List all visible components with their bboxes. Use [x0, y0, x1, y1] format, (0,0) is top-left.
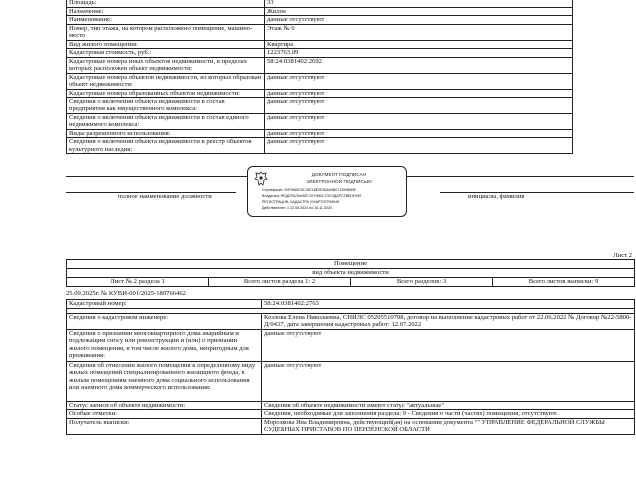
- table-row: [67, 410, 635, 418]
- row-label: Кадастровые номера объектов недвижимости, из которых образован объект недвижимости:: [67, 73, 265, 89]
- sheet2-header-table: [66, 259, 635, 287]
- row-value: Козлова Елена Николаевна, СНИЛС 05205510708, договор на выполнение кадастровых работ от 22.06.2022 № Договор №22-5800-Д/0437, дата завершения кадастровых работ: 12.07.2022: [262, 314, 635, 330]
- row-value: Квартира: [265, 40, 573, 48]
- row-label: Особые отметки:: [67, 410, 262, 418]
- table-row: [67, 300, 635, 309]
- stamp-owner: Владелец: ФЕДЕРАЛЬНАЯ СЛУЖБА ГОСУДАРСТВЕННОЙ: [262, 194, 361, 198]
- row-label: Кадастровая стоимость, руб.:: [67, 49, 265, 57]
- object-type-subtitle: вид объекта недвижимости: [67, 269, 635, 278]
- stamp-owner-cont: РЕГИСТРАЦИИ, КАДАСТРА И КАРТОГРАФИИ: [262, 200, 340, 204]
- sections-total: Всего разделов: 3: [351, 278, 493, 287]
- table-row: [67, 40, 573, 48]
- sheet-label: Лист 2: [613, 252, 632, 259]
- row-label: Кадастровый номер:: [67, 300, 262, 309]
- row-value: данные отсутствуют: [262, 330, 635, 362]
- row-value: Сведения об объекте недвижимости имеют статус "актуальные": [262, 402, 635, 410]
- row-value: данные отсутствуют: [265, 98, 573, 114]
- row-label: Сведения о включении объекта недвижимости в состав предприятия как имущественного комплекса:: [67, 98, 265, 114]
- table-row: [67, 418, 635, 434]
- row-label: Статус записи об объекте недвижимости:: [67, 402, 262, 410]
- row-label: Сведения о кадастровом инженере:: [67, 314, 262, 330]
- row-value: Жилое: [265, 8, 573, 16]
- sheet-number: Лист № 2 раздела 1: [67, 278, 209, 287]
- row-value: Сведения, необходимые для заполнения раздела: 9 - Сведения о части (частях) помещения, отсутствуют.: [262, 410, 635, 418]
- table-row: [67, 16, 573, 24]
- sheets-in-section: Всего листов раздела 1: 2: [209, 278, 351, 287]
- table-row: [67, 138, 573, 154]
- row-value: Этаж № 6: [265, 24, 573, 40]
- row-label: Кадастровые номера образованных объектов недвижимости:: [67, 89, 265, 97]
- object-details-table: [66, 0, 573, 154]
- table-row: [67, 130, 573, 138]
- stamp-subtitle: ЭЛЕКТРОННОЙ ПОДПИСЬЮ: [306, 179, 372, 184]
- row-value: данные отсутствуют: [262, 362, 635, 402]
- row-label: Вид жилого помещения:: [67, 40, 265, 48]
- table-row: [67, 8, 573, 16]
- table-row: [67, 24, 573, 40]
- row-label: Сведения о включении объекта недвижимости в реестр объектов культурного наследия:: [67, 138, 265, 154]
- row-label: Кадастровые номера иных объектов недвижимости, в пределах которых расположен объект недвижимости:: [67, 57, 265, 73]
- stamp-title: ДОКУМЕНТ ПОДПИСАН: [311, 172, 367, 177]
- row-label: Номер, тип этажа, на котором расположено помещение, машино-место: [67, 24, 265, 40]
- row-value: 58:24:0381402:2763: [262, 300, 635, 309]
- cadastral-details-table: [66, 299, 635, 435]
- row-label: Получатель выписки:: [67, 418, 262, 434]
- table-row: [67, 89, 573, 97]
- row-label: Наименование:: [67, 16, 265, 24]
- row-label: Сведения о признании многоквартирного дома аварийным и подлежащим сносу или реконструкции и (или) о признании жилого помещения, в том числе жилого дома, непригодным для проживания:: [67, 330, 262, 362]
- row-value: данные отсутствуют: [265, 114, 573, 130]
- table-row: [67, 330, 635, 362]
- row-label: Назначение:: [67, 8, 265, 16]
- table-row: [67, 114, 573, 130]
- table-row: [67, 73, 573, 89]
- extract-number: 25.09.2025г. № КУВИ-001/2025-180766462: [66, 290, 186, 297]
- electronic-signature-stamp: [247, 166, 407, 217]
- row-value: 58:24:0381402:2692: [265, 57, 573, 73]
- position-caption: полное наименование должности: [118, 193, 212, 200]
- row-value: данные отсутствуют: [265, 89, 573, 97]
- name-caption: инициалы, фамилия: [468, 193, 525, 200]
- row-value: данные отсутствуют: [265, 16, 573, 24]
- table-row: [67, 362, 635, 402]
- row-value: 1223763.09: [265, 49, 573, 57]
- table-row: [67, 98, 573, 114]
- table-row: [67, 402, 635, 410]
- row-value: данные отсутствуют: [265, 130, 573, 138]
- eagle-emblem-icon: [254, 171, 268, 187]
- stamp-validity: Действителен: с 22.08.2024 по 15.11.2025: [262, 206, 332, 210]
- table-row: [67, 0, 573, 8]
- stamp-certificate: Сертификат: 00F9565C5C48718E2E36A90B07130980BE: [262, 188, 357, 192]
- row-value: Морозкова Яна Владимировна, действующий(ая) на основании документа "" УПРАВЛЕНИЕ ФЕДЕРАЛЬНОЙ СЛУЖБЫ СУДЕБНЫХ ПРИСТАВОВ ПО ПЕНЗЕНСКОЙ ОБЛАСТИ: [262, 418, 635, 434]
- row-value: 33: [265, 0, 573, 8]
- sheets-total: Всего листов выписки: 9: [493, 278, 635, 287]
- row-value: данные отсутствуют: [265, 73, 573, 89]
- row-label: Сведения об отнесении жилого помещения к определенному виду жилых помещений специализированного жилищного фонда, к жилым помещениям наемного дома социального использования или наемного дома коммерческого использования:: [67, 362, 262, 402]
- object-type-title: Помещение: [67, 260, 635, 269]
- table-row: [67, 49, 573, 57]
- row-label: Сведения о включении объекта недвижимости в состав единого недвижимого комплекса:: [67, 114, 265, 130]
- row-label: Виды разрешенного использования:: [67, 130, 265, 138]
- table-row: [67, 314, 635, 330]
- row-label: Площадь:: [67, 0, 265, 8]
- row-value: данные отсутствуют: [265, 138, 573, 154]
- table-row: [67, 57, 573, 73]
